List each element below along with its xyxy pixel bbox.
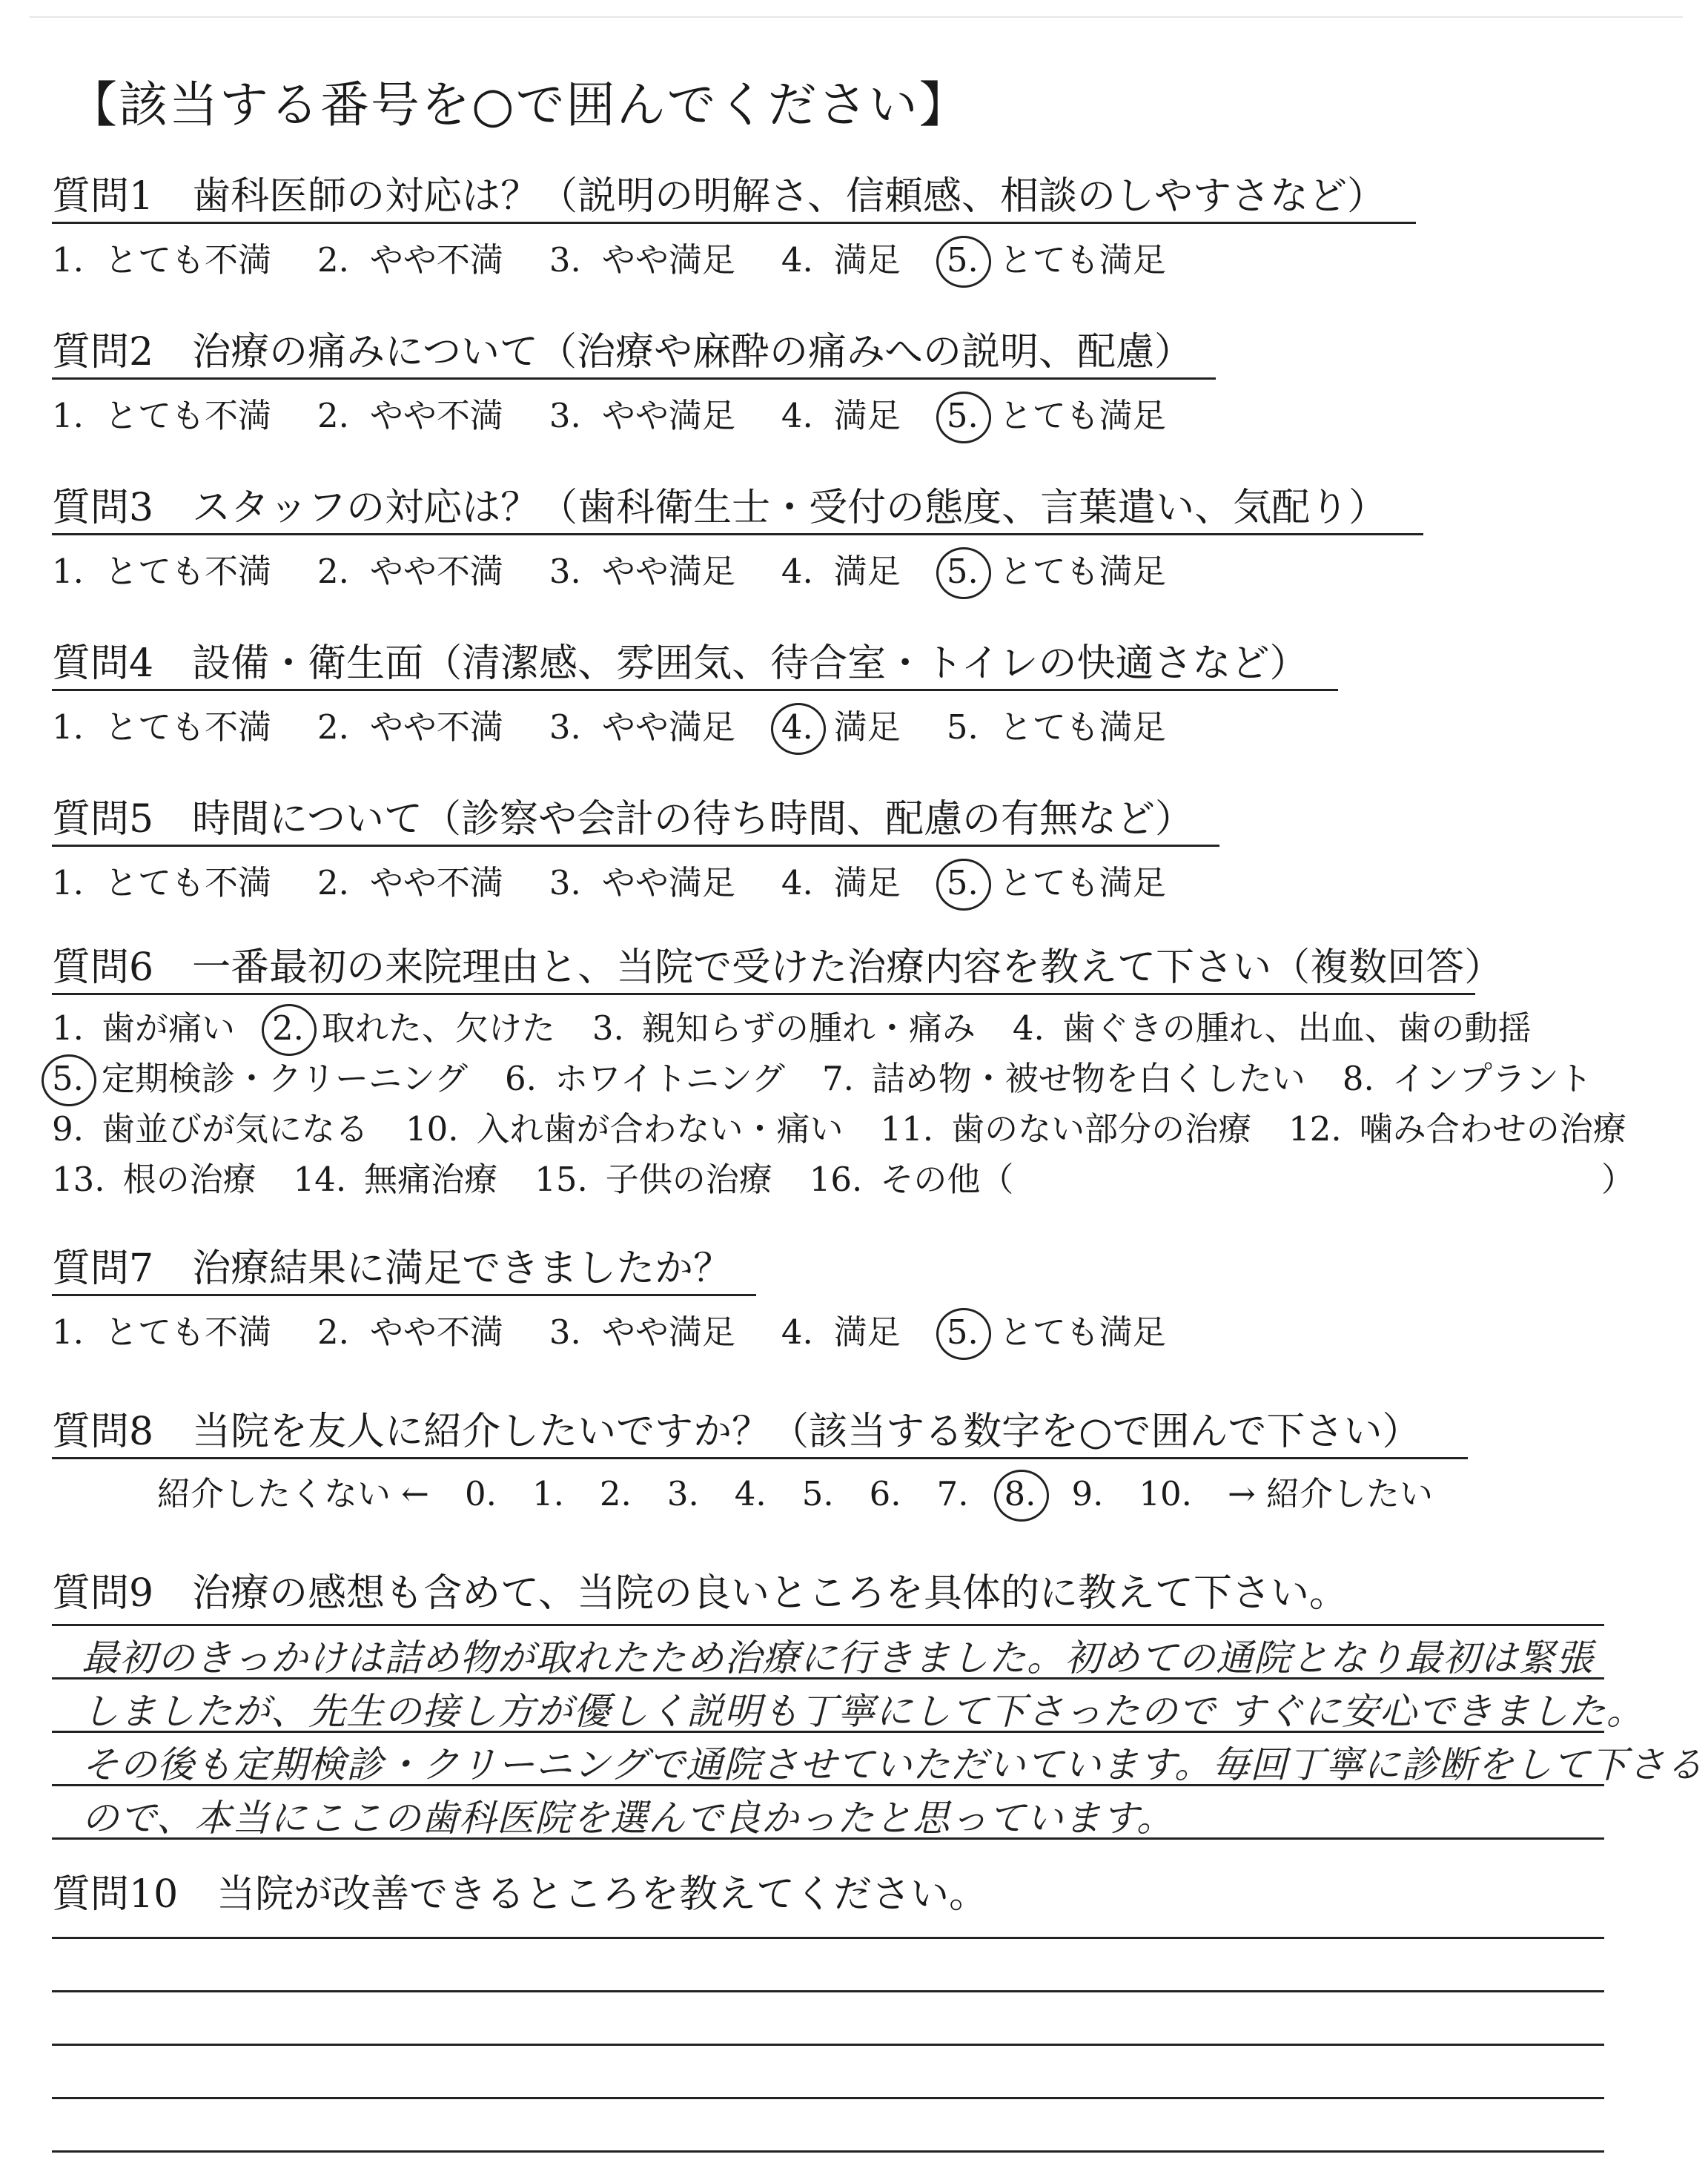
question-1-option-4[interactable]: [781, 233, 901, 281]
option-label: 歯のない部分の治療: [951, 1109, 1252, 1149]
option-number: 1.: [52, 1008, 84, 1048]
option-number: 2.: [317, 552, 349, 591]
option-label: とても不満: [104, 1312, 271, 1352]
option-label: ホワイトニング: [554, 1059, 785, 1098]
option-label: やや不満: [369, 863, 503, 902]
option-number: 3.: [549, 552, 581, 591]
option-number: 4.: [781, 396, 813, 435]
question-5-option-1[interactable]: [52, 856, 271, 904]
question-7-option-5[interactable]: [947, 1305, 1166, 1353]
scale-value-3[interactable]: 3.: [666, 1474, 699, 1513]
question-7-option-4[interactable]: [781, 1305, 901, 1353]
option-label: やや満足: [601, 707, 735, 747]
scale-value-8[interactable]: 8.: [1004, 1474, 1036, 1513]
option-number: 4.: [1012, 1008, 1045, 1048]
question-3-options: [52, 544, 1212, 592]
option-label: とても満足: [999, 1312, 1166, 1352]
option-label: やや不満: [369, 1312, 503, 1352]
question-2-options: [52, 389, 1212, 437]
option-number: 1.: [52, 863, 84, 902]
option-label: やや不満: [369, 240, 503, 280]
question-10-title: 質問10 当院が改善できるところを教えてください。: [52, 1872, 988, 1917]
option-number: 1.: [52, 396, 84, 435]
option-number: 14.: [293, 1160, 347, 1199]
question-9-title: 質問9 治療の感想も含めて、当院の良いところを具体的に教えて下さい。: [52, 1571, 1348, 1616]
option-label: 歯が痛い: [101, 1008, 235, 1048]
question-2-option-3[interactable]: [549, 389, 735, 437]
question-2-option-2[interactable]: [317, 389, 503, 437]
question-6-row: [52, 1152, 1050, 1200]
question-6-underline: [52, 993, 1475, 995]
option-label: やや満足: [601, 396, 735, 435]
question-6-option-15[interactable]: [534, 1152, 772, 1200]
option-number: 8.: [1342, 1059, 1374, 1098]
option-label: 満足: [833, 707, 901, 747]
option-number: 3.: [549, 707, 581, 747]
option-label: 歯並びが気になる: [101, 1109, 368, 1149]
question-3-option-5[interactable]: [947, 544, 1166, 592]
question-4-option-4[interactable]: [781, 700, 901, 748]
option-label: 満足: [833, 863, 901, 902]
option-label: とても不満: [104, 396, 271, 435]
option-number: 9.: [52, 1109, 84, 1149]
question-6-option-2[interactable]: [272, 1001, 555, 1049]
option-label: やや満足: [601, 1312, 735, 1352]
question-1-option-3[interactable]: [549, 233, 735, 281]
question-1-options: [52, 233, 1212, 281]
option-label: 満足: [833, 240, 901, 280]
option-label: とても不満: [104, 863, 271, 902]
option-label: 満足: [833, 552, 901, 591]
option-label: とても満足: [999, 707, 1166, 747]
question-2-option-1[interactable]: [52, 389, 271, 437]
question-4-option-3[interactable]: [549, 700, 735, 748]
question-6-option-10[interactable]: [406, 1102, 844, 1150]
option-number: 5.: [946, 240, 979, 280]
question-1-option-5[interactable]: [947, 233, 1166, 281]
question-6-title: 質問6 一番最初の来院理由と、当院で受けた治療内容を教えて下さい（複数回答）: [52, 945, 1503, 990]
question-1-option-2[interactable]: [317, 233, 503, 281]
question-4-option-1[interactable]: [52, 700, 271, 748]
scale-value-4[interactable]: 4.: [734, 1474, 767, 1513]
question-6-option-4[interactable]: [1013, 1001, 1532, 1049]
question-7-option-2[interactable]: [317, 1305, 503, 1353]
option-label: とても不満: [104, 240, 271, 280]
question-6-option-3[interactable]: [592, 1001, 976, 1049]
option-number: 16.: [809, 1160, 863, 1199]
option-label: 歯ぐきの腫れ、出血、歯の動揺: [1062, 1008, 1532, 1048]
option-number: 2.: [317, 240, 349, 280]
option-number: 1.: [52, 552, 84, 591]
question-3-option-4[interactable]: [781, 544, 901, 592]
option-label: とても満足: [999, 396, 1166, 435]
answer-blank-line[interactable]: [52, 2044, 1604, 2046]
option-number: 3.: [549, 1312, 581, 1352]
question-1-title: 質問1 歯科医師の対応は？（説明の明解さ、信頼感、相談のしやすさなど）: [52, 174, 1386, 219]
option-number: 5.: [946, 396, 979, 435]
option-number: 2.: [317, 707, 349, 747]
scale-value-1[interactable]: 1.: [532, 1474, 564, 1513]
option-number: 3.: [549, 396, 581, 435]
option-number: 5.: [946, 1312, 979, 1352]
option-label: とても満足: [999, 552, 1166, 591]
scale-left-label: 紹介したくない ←: [157, 1474, 430, 1513]
question-6-option-11[interactable]: [881, 1102, 1252, 1150]
option-number: 3.: [549, 240, 581, 280]
option-number: 4.: [781, 240, 813, 280]
scale-value-10[interactable]: 10.: [1139, 1474, 1192, 1513]
option-number: 2.: [317, 396, 349, 435]
option-number: 12.: [1288, 1109, 1342, 1149]
question-8-scale: [157, 1467, 1469, 1515]
question-7-underline: [52, 1294, 756, 1296]
question-4-option-2[interactable]: [317, 700, 503, 748]
question-8-title: 質問8 当院を友人に紹介したいですか？（該当する数字を○で囲んで下さい）: [52, 1410, 1421, 1454]
option-number: 11.: [880, 1109, 934, 1149]
question-4-underline: [52, 689, 1338, 691]
question-5-title: 質問5 時間について（診察や会計の待ち時間、配慮の有無など）: [52, 797, 1194, 842]
question-6-option-5[interactable]: [52, 1051, 468, 1100]
option-label: 取れた、欠けた: [321, 1008, 555, 1048]
handwritten-answer-line: しましたが、先生の接し方が優しく説明も丁寧にして下さったので すぐに安心できました。: [82, 1690, 1644, 1733]
question-5-option-5[interactable]: [947, 856, 1166, 904]
scale-value-2[interactable]: 2.: [599, 1474, 632, 1513]
scale-value-0[interactable]: 0.: [465, 1474, 497, 1513]
answer-rule-line: [52, 1624, 1604, 1626]
option-label: 親知らずの腫れ・痛み: [641, 1008, 976, 1048]
option-label: 詰め物・被せ物を白くしたい: [871, 1059, 1305, 1098]
scale-value-6[interactable]: 6.: [869, 1474, 901, 1513]
option-number: 13.: [52, 1160, 105, 1199]
question-1-underline: [52, 222, 1416, 224]
option-number: 15.: [534, 1160, 588, 1199]
question-5-options: [52, 856, 1212, 904]
option-number: 1.: [52, 240, 84, 280]
option-label: とても満足: [999, 863, 1166, 902]
option-number: 10.: [405, 1109, 459, 1149]
option-label: とても満足: [999, 240, 1166, 280]
question-6-option-6[interactable]: [505, 1051, 785, 1100]
scale-right-label: → 紹介したい: [1227, 1474, 1433, 1513]
option-number: 2.: [317, 863, 349, 902]
question-7-options: [52, 1305, 1212, 1353]
option-label: やや不満: [369, 552, 503, 591]
question-6-option-13[interactable]: [52, 1152, 256, 1200]
option-number: 2.: [271, 1008, 304, 1048]
option-number: 5.: [946, 863, 979, 902]
answer-blank-line[interactable]: [52, 2097, 1604, 2099]
option-label: やや不満: [369, 707, 503, 747]
scale-value-5[interactable]: 5.: [801, 1474, 834, 1513]
question-1-option-1[interactable]: [52, 233, 271, 281]
option-label: 無痛治療: [364, 1160, 498, 1199]
question-5-option-3[interactable]: [549, 856, 735, 904]
question-6-row: [52, 1102, 1664, 1150]
question-6-option-16[interactable]: [810, 1152, 1014, 1200]
handwritten-answer-line: ので、本当にここの歯科医院を選んで良かったと思っています。: [82, 1797, 1174, 1840]
question-6-option-7[interactable]: [822, 1051, 1305, 1100]
option-number: 4.: [781, 863, 813, 902]
question-4-option-5[interactable]: [947, 700, 1166, 748]
option-label: 定期検診・クリーニング: [101, 1059, 469, 1098]
question-6-option-8[interactable]: [1343, 1051, 1592, 1100]
question-3-option-1[interactable]: [52, 544, 271, 592]
question-5-underline: [52, 845, 1219, 847]
option-label: 入れ歯が合わない・痛い: [476, 1109, 844, 1149]
question-6-option-12[interactable]: [1288, 1102, 1626, 1150]
option-label: その他（: [880, 1160, 1014, 1199]
question-5-option-2[interactable]: [317, 856, 503, 904]
option-number: 6.: [505, 1059, 537, 1098]
option-label: やや不満: [369, 396, 503, 435]
question-2-option-5[interactable]: [947, 389, 1166, 437]
answer-blank-line[interactable]: [52, 2150, 1604, 2153]
option-number: 4.: [781, 707, 813, 747]
option-number: 3.: [549, 863, 581, 902]
question-6-option-1[interactable]: [52, 1001, 235, 1049]
question-6-option-9[interactable]: [52, 1102, 368, 1150]
option-number: 5.: [946, 552, 979, 591]
question-7-option-1[interactable]: [52, 1305, 271, 1353]
question-3-title: 質問3 スタッフの対応は？（歯科衛生士・受付の態度、言葉遣い、気配り）: [52, 486, 1388, 530]
question-6-row: [52, 1051, 1629, 1100]
scale-value-9[interactable]: 9.: [1071, 1474, 1104, 1513]
option-label: 満足: [833, 396, 901, 435]
question-3-option-3[interactable]: [549, 544, 735, 592]
scale-value-7[interactable]: 7.: [936, 1474, 969, 1513]
option-number: 4.: [781, 1312, 813, 1352]
option-label: 根の治療: [122, 1160, 256, 1199]
question-7-option-3[interactable]: [549, 1305, 735, 1353]
option-label: やや満足: [601, 863, 735, 902]
option-label: とても不満: [104, 707, 271, 747]
option-label: 噛み合わせの治療: [1359, 1109, 1626, 1149]
option-number: 4.: [781, 552, 813, 591]
option-label: 満足: [833, 1312, 901, 1352]
question-4-options: [52, 700, 1212, 748]
question-3-underline: [52, 533, 1423, 535]
handwritten-answer-line: 最初のきっかけは詰め物が取れたため治療に行きました。初めての通院となり最初は緊張: [82, 1636, 1594, 1680]
top-border: [30, 16, 1683, 18]
option-label: やや満足: [601, 240, 735, 280]
question-2-title: 質問2 治療の痛みについて（治療や麻酔の痛みへの説明、配慮）: [52, 330, 1194, 374]
other-close-paren: ）: [1601, 1160, 1635, 1199]
question-3-option-2[interactable]: [317, 544, 503, 592]
question-6-row: [52, 1001, 1569, 1049]
option-number: 1.: [52, 1312, 84, 1352]
question-7-title: 質問7 治療結果に満足できましたか？: [52, 1246, 732, 1291]
question-5-option-4[interactable]: [781, 856, 901, 904]
option-number: 5.: [52, 1059, 84, 1098]
answer-blank-line[interactable]: [52, 1937, 1604, 1939]
option-number: 2.: [317, 1312, 349, 1352]
option-label: インプラント: [1391, 1059, 1592, 1098]
option-label: とても不満: [104, 552, 271, 591]
question-2-underline: [52, 377, 1216, 380]
form-header: 【該当する番号を○で囲んでください】: [68, 76, 970, 133]
option-number: 3.: [592, 1008, 624, 1048]
question-6-option-14[interactable]: [294, 1152, 498, 1200]
option-label: やや満足: [601, 552, 735, 591]
question-8-underline: [52, 1457, 1468, 1459]
option-number: 1.: [52, 707, 84, 747]
question-2-option-4[interactable]: [781, 389, 901, 437]
option-number: 5.: [946, 707, 979, 747]
handwritten-answer-line: その後も定期検診・クリーニングで通院させていただいています。毎回丁寧に診断をして下さる: [82, 1743, 1704, 1786]
option-number: 7.: [821, 1059, 854, 1098]
question-4-title: 質問4 設備・衛生面（清潔感、雰囲気、待合室・トイレの快適さなど）: [52, 641, 1308, 686]
option-label: 子供の治療: [605, 1160, 772, 1199]
answer-blank-line[interactable]: [52, 1990, 1604, 1992]
